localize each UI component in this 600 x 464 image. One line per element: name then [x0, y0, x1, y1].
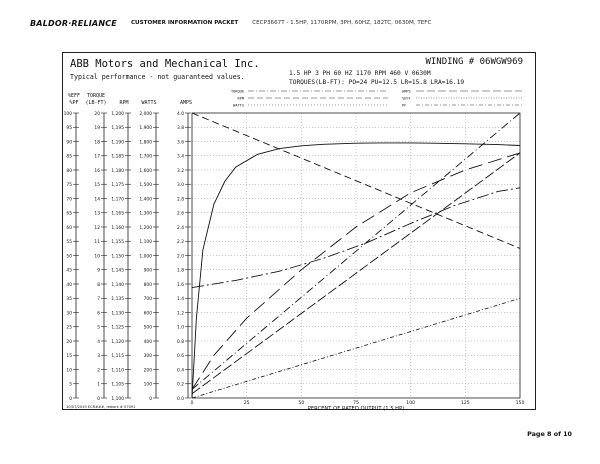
company-name: ABB Motors and Mechanical Inc.: [70, 58, 260, 70]
axis-tick-label: 2.4: [177, 225, 184, 231]
axis-tick-label: 95: [66, 126, 72, 132]
axis-title: %EFF: [67, 93, 81, 99]
axis-tick-label: 15: [66, 354, 72, 360]
axis-tick-label: 85: [66, 154, 72, 160]
baldor-logo: BALDOR·RELIANCE: [30, 18, 117, 28]
axis-tick-label: 40: [66, 282, 72, 288]
axis-tick-label: 14: [94, 197, 100, 203]
axis-tick-label: 1,135: [111, 297, 124, 303]
axis-tick-label: 10: [94, 254, 100, 260]
axis-tick-label: 200: [143, 368, 152, 374]
axis-tick-label: 60: [66, 225, 72, 231]
axis-tick-label: 1,600: [139, 168, 152, 174]
axis-tick-label: 1,500: [139, 183, 152, 189]
axis-tick-label: 50: [66, 254, 72, 260]
axis-tick-label: 3.4: [177, 154, 184, 160]
axis-tick-label: 1,100: [139, 240, 152, 246]
axis-tick-label: 45: [66, 268, 72, 274]
axis-tick-label: 1.2: [177, 311, 184, 317]
x-tick-label: 150: [515, 401, 525, 406]
axis-tick-label: 1,150: [111, 254, 124, 260]
legend-key-label: AMPS: [402, 89, 411, 94]
axis-tick-label: 4: [97, 339, 100, 345]
x-tick-label: 75: [353, 401, 359, 406]
legend-key-label: TORQUE: [231, 89, 244, 94]
axis-tick-label: 1,200: [139, 225, 152, 231]
axis-tick-label: 65: [66, 211, 72, 217]
axis-tick-label: 1,165: [111, 211, 124, 217]
axis-tick-label: 1,130: [111, 311, 124, 317]
axis-tick-label: 1,155: [111, 240, 124, 246]
x-tick-label: 25: [243, 401, 250, 406]
axis-tick-label: 13: [94, 211, 100, 217]
footer-note: 10/07/2019 ECR###, rework # 07091: [66, 405, 136, 409]
axis-tick-label: 700: [143, 297, 152, 303]
legend-key-label: PF: [402, 103, 407, 108]
axis-tick-label: 16: [94, 168, 100, 174]
x-tick-label: 0: [190, 401, 194, 406]
axis-tick-label: 0: [97, 396, 100, 402]
axis-tick-label: 1.0: [177, 325, 184, 331]
axis-tick-label: 1,180: [111, 168, 124, 174]
axis-tick-label: 20: [94, 111, 100, 117]
axis-tick-label: 2.2: [177, 240, 184, 246]
axis-tick-label: 1: [97, 382, 100, 388]
x-tick-label: 50: [298, 401, 305, 406]
axis-tick-label: 70: [66, 197, 72, 203]
axis-tick-label: 75: [66, 183, 72, 189]
axis-tick-label: 0.2: [177, 382, 184, 388]
axis-tick-label: 20: [66, 339, 72, 345]
axis-tick-label: 18: [94, 140, 100, 146]
axis-tick-label: 8: [97, 282, 100, 288]
axis-tick-label: 3.6: [177, 140, 184, 146]
axis-tick-label: 1,105: [111, 382, 124, 388]
axis-tick-label: 2,000: [139, 111, 152, 117]
axis-tick-label: 3.0: [177, 183, 184, 189]
axis-tick-label: 3.8: [177, 126, 184, 132]
axis-tick-label: 1,170: [111, 197, 124, 203]
axis-title: RPM: [119, 100, 129, 106]
axis-tick-label: 1,185: [111, 154, 124, 160]
axis-tick-label: 1,145: [111, 268, 124, 274]
axis-tick-label: 0.8: [177, 339, 184, 345]
axis-tick-label: 1.8: [177, 268, 184, 274]
x-tick-label: 125: [460, 401, 470, 406]
axis-tick-label: 500: [143, 325, 152, 331]
series-line-torque: [192, 153, 520, 394]
axis-tick-label: 1,160: [111, 225, 124, 231]
axis-tick-label: 17: [94, 154, 100, 160]
product-description: CECP3667T - 1.5HP, 1170RPM, 3PH, 60HZ, 182TC, 0630M, TEFC: [252, 20, 432, 26]
axis-tick-label: 1,190: [111, 140, 124, 146]
axis-tick-label: 90: [66, 140, 72, 146]
axis-tick-label: 600: [143, 311, 152, 317]
axis-tick-label: 10: [66, 368, 72, 374]
axis-tick-label: 1.6: [177, 282, 184, 288]
axis-tick-label: 35: [66, 297, 72, 303]
axis-tick-label: 2.0: [177, 254, 184, 260]
axis-tick-label: 1,120: [111, 339, 124, 345]
axis-title: WATTS: [141, 100, 157, 106]
axis-tick-label: 0.0: [177, 396, 184, 402]
axis-tick-label: 1,110: [111, 368, 124, 374]
axis-tick-label: 2: [97, 368, 100, 374]
winding-number: WINDING # 06WGW969: [425, 57, 523, 67]
axis-tick-label: 19: [94, 126, 100, 132]
axis-tick-label: 0: [149, 396, 152, 402]
performance-note: Typical performance - not guaranteed values.: [70, 73, 245, 81]
axis-tick-label: 1,195: [111, 126, 124, 132]
axis-tick-label: 30: [66, 311, 72, 317]
axis-tick-label: 80: [66, 168, 72, 174]
packet-title: CUSTOMER INFORMATION PACKET: [130, 20, 239, 26]
axis-tick-label: 800: [143, 282, 152, 288]
axis-tick-label: 1,300: [139, 211, 152, 217]
axis-tick-label: 0.4: [177, 368, 184, 374]
axis-tick-label: 6: [97, 311, 100, 317]
legend-key-label: WATTS: [233, 103, 244, 108]
axis-tick-label: 1,000: [139, 254, 152, 260]
axis-tick-label: 4.0: [177, 111, 184, 117]
axis-tick-label: 300: [143, 354, 152, 360]
axis-tick-label: 0: [69, 396, 72, 402]
axis-tick-label: 1,140: [111, 282, 124, 288]
axis-title: %PF: [69, 100, 79, 106]
axis-tick-label: 15: [94, 183, 100, 189]
axis-tick-label: 100: [143, 382, 152, 388]
axis-tick-label: 1,115: [111, 354, 124, 360]
axis-tick-label: 5: [69, 382, 72, 388]
axis-tick-label: 5: [97, 325, 100, 331]
axis-title: (LB-FT): [85, 100, 107, 106]
axis-tick-label: 1,400: [139, 197, 152, 203]
axis-tick-label: 1,125: [111, 325, 124, 331]
spec-line-2: TORQUES(LB-FT): PO=24 PU=12.5 LR=15.8 LRA=16.19: [289, 79, 465, 86]
axis-tick-label: 1,800: [139, 140, 152, 146]
spec-line-1: 1.5 HP 3 PH 60 HZ 1170 RPM 460 V 0630M: [289, 70, 431, 77]
series-line-rpm: [192, 113, 520, 248]
axis-tick-label: 400: [143, 339, 152, 345]
axis-tick-label: 7: [97, 297, 100, 303]
axis-tick-label: 900: [143, 268, 152, 274]
axis-tick-label: 1,200: [111, 111, 124, 117]
x-axis-label: PERCENT OF RATED OUTPUT (1.5 HP): [307, 406, 405, 412]
axis-tick-label: 3: [97, 354, 100, 360]
axis-tick-label: 1,900: [139, 126, 152, 132]
axis-tick-label: 2.6: [177, 211, 184, 217]
axis-tick-label: 100: [63, 111, 72, 117]
legend-key-label: %EFF: [402, 96, 411, 101]
axis-tick-label: 11: [94, 240, 100, 246]
axis-tick-label: 12: [94, 225, 100, 231]
x-tick-label: 100: [406, 401, 416, 406]
axis-tick-label: 2.8: [177, 197, 184, 203]
axis-tick-label: 25: [66, 325, 72, 331]
legend-key-label: RPM: [237, 96, 244, 101]
axis-tick-label: 3.2: [177, 168, 184, 174]
axis-title: TORQUE: [86, 93, 106, 99]
axis-tick-label: 1.4: [177, 297, 184, 303]
axis-title: AMPS: [179, 100, 193, 106]
axis-tick-label: 1,700: [139, 154, 152, 160]
axis-tick-label: 55: [66, 240, 72, 246]
axis-tick-label: 9: [97, 268, 100, 274]
axis-tick-label: 0.6: [177, 354, 184, 360]
axis-tick-label: 1,175: [111, 183, 124, 189]
axis-tick-label: 1,100: [111, 396, 124, 402]
page-number: Page 8 of 10: [527, 430, 572, 438]
